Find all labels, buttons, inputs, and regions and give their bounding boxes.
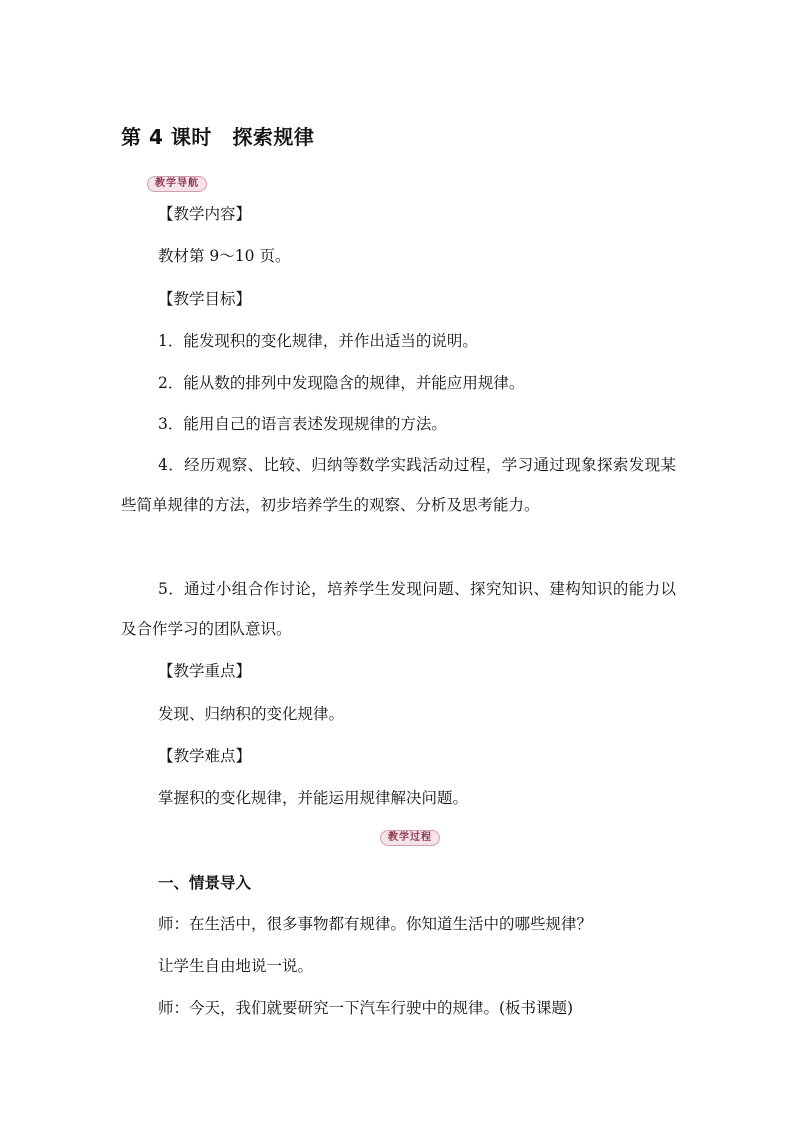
- difficulty-heading: 【教学难点】: [158, 747, 252, 765]
- content-text: 教材第 9～10 页。: [158, 247, 291, 265]
- goal-item-3: 3．能用自己的语言表述发现规律的方法。: [158, 415, 447, 433]
- goal-item-1: 1．能发现积的变化规律，并作出适当的说明。: [158, 332, 478, 350]
- goal-item-5: 5．通过小组合作讨论，培养学生发现问题、探究知识、建构知识的能力以及合作学习的团队意识。: [121, 580, 676, 638]
- key-text: 发现、归纳积的变化规律。: [158, 705, 345, 723]
- process-line-1: 师：在生活中，很多事物都有规律。你知道生活中的哪些规律？: [158, 915, 593, 933]
- content-heading: 【教学内容】: [158, 205, 252, 223]
- goal-item-2: 2．能从数的排列中发现隐含的规律，并能应用规律。: [158, 374, 525, 392]
- key-heading: 【教学重点】: [158, 662, 252, 680]
- process-line-2: 让学生自由地说一说。: [158, 957, 314, 975]
- teaching-guide-badge: 教学导航: [147, 176, 207, 192]
- teaching-process-badge: 教学过程: [380, 830, 440, 846]
- difficulty-text: 掌握积的变化规律，并能运用规律解决问题。: [158, 789, 469, 807]
- lesson-title: 第 4 课时 探索规律: [121, 125, 315, 149]
- part1-heading: 一、情景导入: [158, 874, 252, 892]
- goal-item-4: 4．经历观察、比较、归纳等数学实践活动过程，学习通过现象探索发现某些简单规律的方法，初步培养学生的观察、分析及思考能力。: [121, 456, 676, 514]
- process-line-3: 师：今天，我们就要研究一下汽车行驶中的规律。(板书课题): [158, 999, 574, 1017]
- goals-heading: 【教学目标】: [158, 290, 252, 308]
